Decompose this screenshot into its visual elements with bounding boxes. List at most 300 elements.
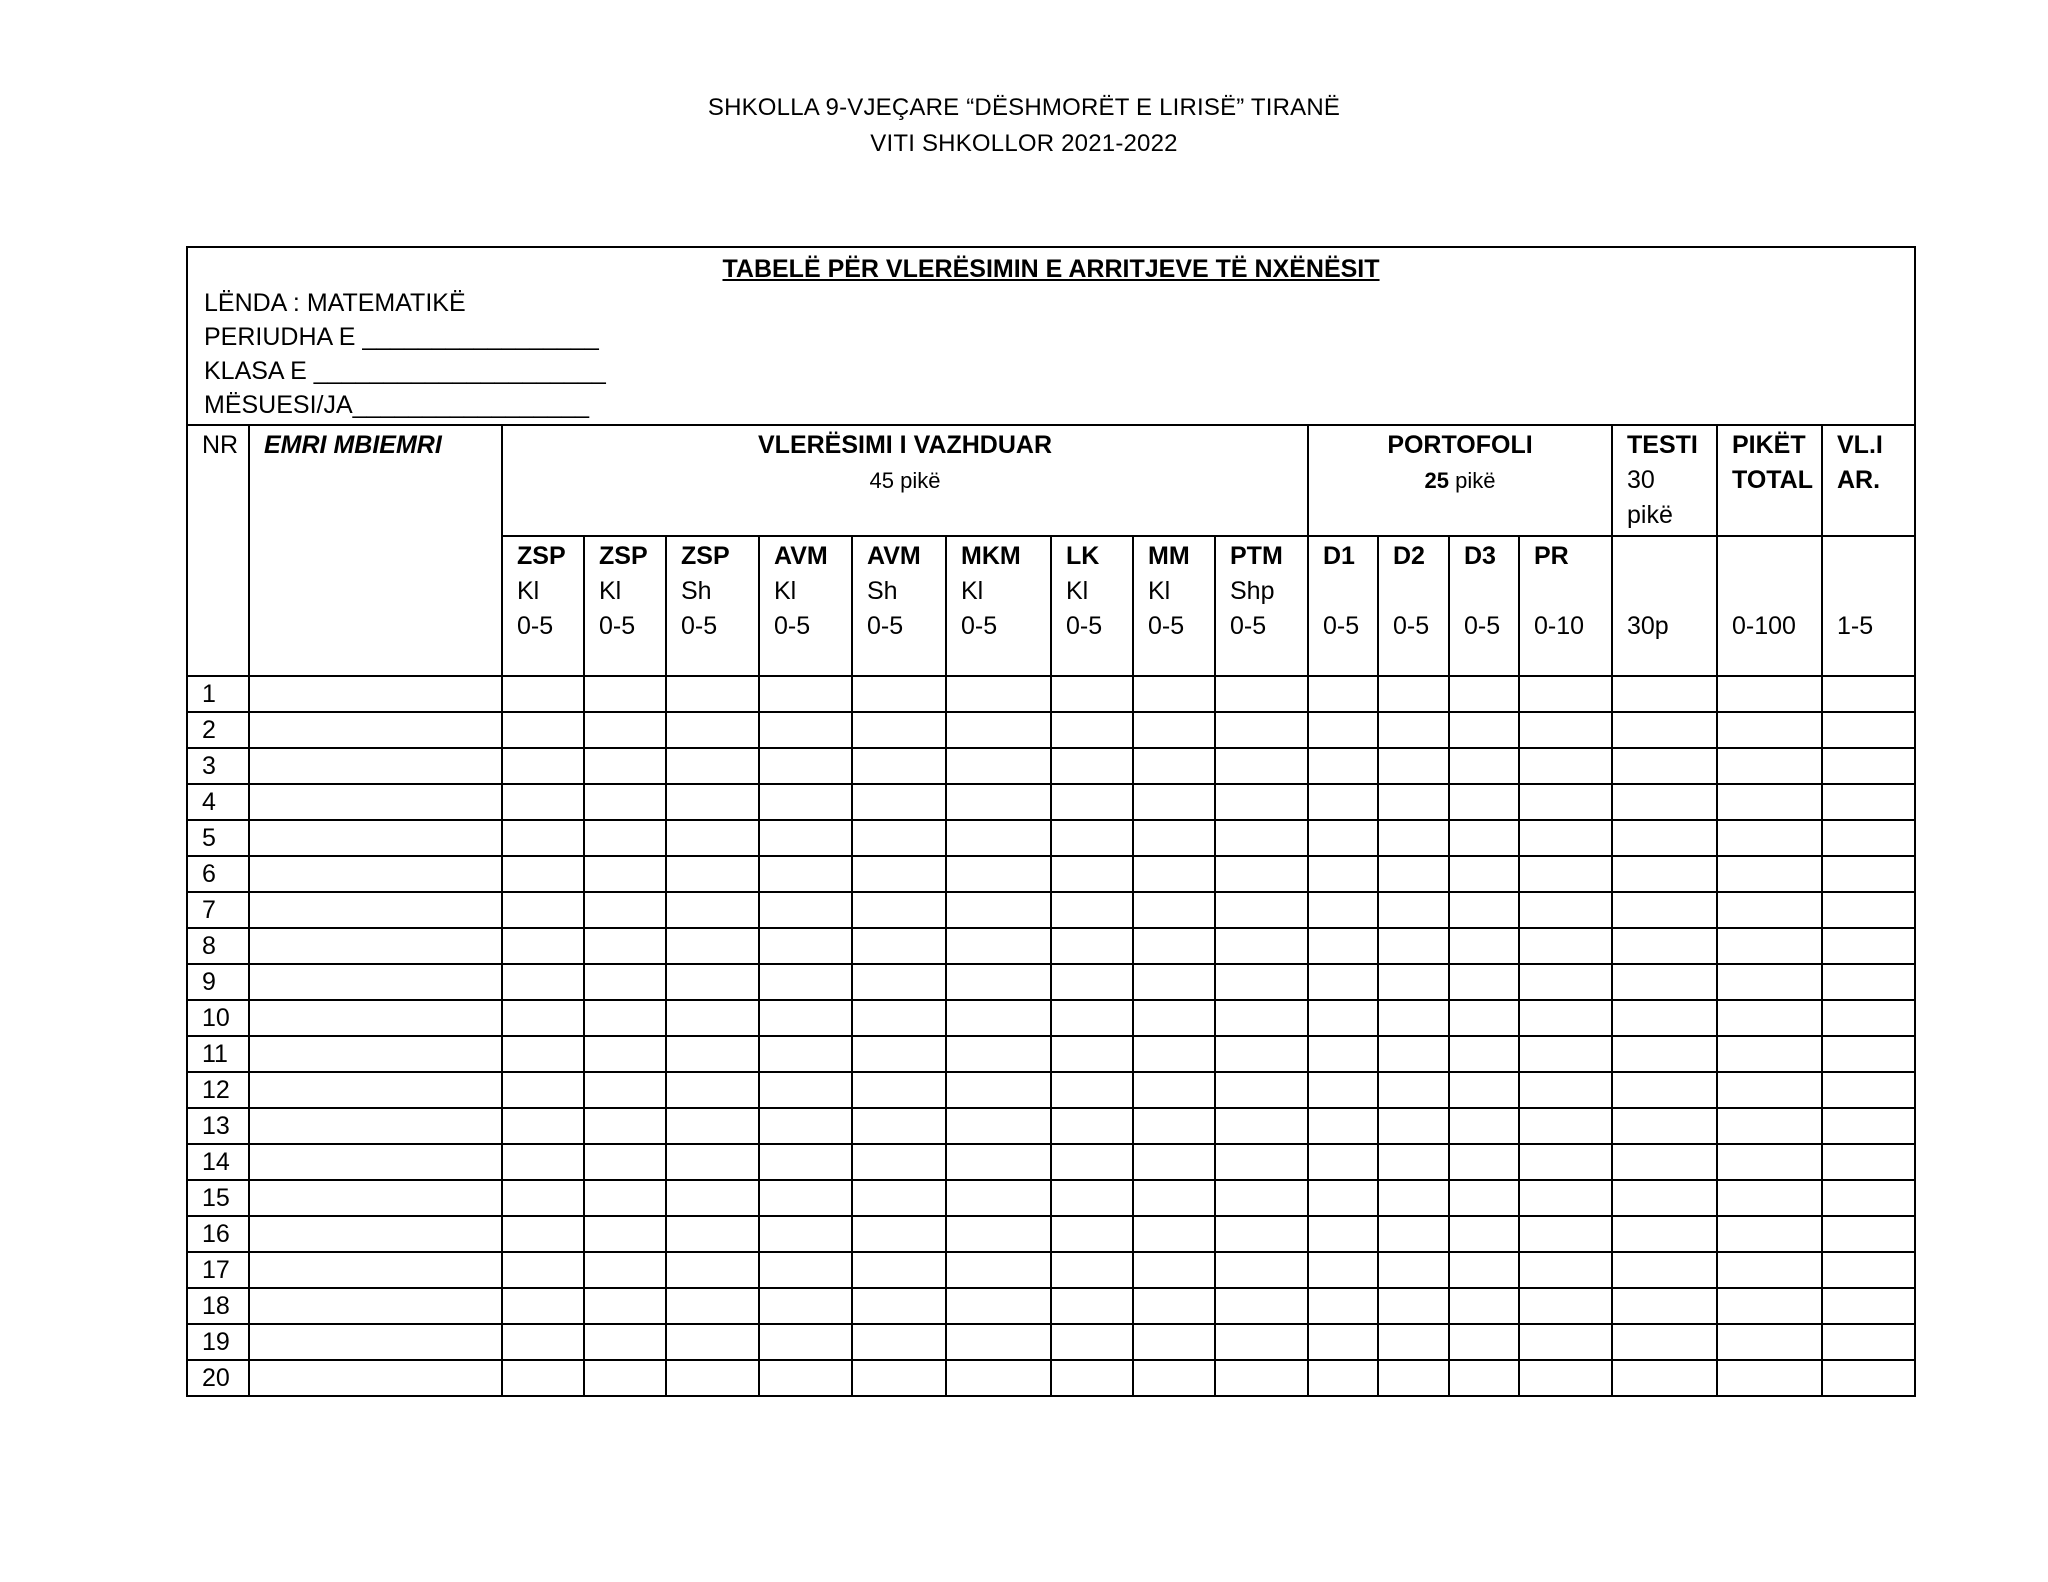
score-cell[interactable] [759,964,852,1000]
score-cell[interactable] [666,892,759,928]
score-cell[interactable] [1612,748,1717,784]
score-cell[interactable] [1822,748,1915,784]
score-cell[interactable] [1519,1180,1612,1216]
score-cell[interactable] [946,712,1051,748]
score-cell[interactable] [1133,892,1215,928]
score-cell[interactable] [1308,784,1378,820]
score-cell[interactable] [1612,1108,1717,1144]
score-cell[interactable] [1519,964,1612,1000]
score-cell[interactable] [1133,784,1215,820]
score-cell[interactable] [1308,1072,1378,1108]
score-cell[interactable] [502,1000,584,1036]
score-cell[interactable] [584,712,666,748]
score-cell[interactable] [1378,1216,1449,1252]
score-cell[interactable] [1519,1108,1612,1144]
score-cell[interactable] [1822,928,1915,964]
score-cell[interactable] [1449,784,1519,820]
score-cell[interactable] [1133,1360,1215,1396]
score-cell[interactable] [666,748,759,784]
score-cell[interactable] [584,1000,666,1036]
score-cell[interactable] [1822,1144,1915,1180]
score-cell[interactable] [1612,784,1717,820]
score-cell[interactable] [1378,964,1449,1000]
score-cell[interactable] [1519,856,1612,892]
score-cell[interactable] [1717,784,1822,820]
score-cell[interactable] [946,1072,1051,1108]
score-cell[interactable] [1051,964,1133,1000]
score-cell[interactable] [1215,712,1308,748]
score-cell[interactable] [666,928,759,964]
score-cell[interactable] [666,1072,759,1108]
score-cell[interactable] [759,1000,852,1036]
score-cell[interactable] [1717,1360,1822,1396]
student-name-cell[interactable] [249,1252,502,1288]
score-cell[interactable] [759,1360,852,1396]
score-cell[interactable] [1449,1288,1519,1324]
score-cell[interactable] [1378,1144,1449,1180]
score-cell[interactable] [852,712,946,748]
score-cell[interactable] [1822,1000,1915,1036]
score-cell[interactable] [1133,676,1215,712]
student-name-cell[interactable] [249,892,502,928]
score-cell[interactable] [1133,1036,1215,1072]
score-cell[interactable] [1519,1324,1612,1360]
score-cell[interactable] [1133,1072,1215,1108]
score-cell[interactable] [946,1108,1051,1144]
score-cell[interactable] [584,820,666,856]
score-cell[interactable] [1378,1036,1449,1072]
student-name-cell[interactable] [249,820,502,856]
score-cell[interactable] [502,820,584,856]
score-cell[interactable] [946,676,1051,712]
score-cell[interactable] [1133,1000,1215,1036]
score-cell[interactable] [1051,1144,1133,1180]
score-cell[interactable] [584,1108,666,1144]
student-name-cell[interactable] [249,1324,502,1360]
score-cell[interactable] [1215,748,1308,784]
score-cell[interactable] [1822,784,1915,820]
score-cell[interactable] [502,1252,584,1288]
score-cell[interactable] [852,676,946,712]
score-cell[interactable] [1717,1288,1822,1324]
score-cell[interactable] [584,676,666,712]
score-cell[interactable] [1051,1216,1133,1252]
score-cell[interactable] [584,1288,666,1324]
score-cell[interactable] [759,1072,852,1108]
score-cell[interactable] [1822,1108,1915,1144]
score-cell[interactable] [584,1144,666,1180]
score-cell[interactable] [1612,1036,1717,1072]
score-cell[interactable] [584,1036,666,1072]
score-cell[interactable] [1133,964,1215,1000]
score-cell[interactable] [1051,892,1133,928]
score-cell[interactable] [1717,856,1822,892]
score-cell[interactable] [759,820,852,856]
score-cell[interactable] [1822,964,1915,1000]
score-cell[interactable] [1612,1144,1717,1180]
score-cell[interactable] [502,1072,584,1108]
score-cell[interactable] [852,1036,946,1072]
score-cell[interactable] [946,1360,1051,1396]
student-name-cell[interactable] [249,712,502,748]
score-cell[interactable] [666,676,759,712]
score-cell[interactable] [1449,1216,1519,1252]
score-cell[interactable] [1612,1252,1717,1288]
student-name-cell[interactable] [249,1072,502,1108]
score-cell[interactable] [852,1144,946,1180]
score-cell[interactable] [1519,1000,1612,1036]
score-cell[interactable] [1378,1360,1449,1396]
student-name-cell[interactable] [249,748,502,784]
score-cell[interactable] [1215,1216,1308,1252]
score-cell[interactable] [1133,1108,1215,1144]
score-cell[interactable] [759,676,852,712]
score-cell[interactable] [1822,1072,1915,1108]
score-cell[interactable] [1378,1180,1449,1216]
score-cell[interactable] [1215,1288,1308,1324]
score-cell[interactable] [759,856,852,892]
score-cell[interactable] [1133,1324,1215,1360]
score-cell[interactable] [1449,1000,1519,1036]
score-cell[interactable] [1133,1144,1215,1180]
score-cell[interactable] [666,1180,759,1216]
score-cell[interactable] [666,1216,759,1252]
score-cell[interactable] [946,1036,1051,1072]
score-cell[interactable] [852,1072,946,1108]
score-cell[interactable] [1308,856,1378,892]
score-cell[interactable] [1519,712,1612,748]
score-cell[interactable] [1449,1360,1519,1396]
score-cell[interactable] [666,1288,759,1324]
score-cell[interactable] [584,1360,666,1396]
score-cell[interactable] [502,964,584,1000]
score-cell[interactable] [759,748,852,784]
score-cell[interactable] [1612,1216,1717,1252]
score-cell[interactable] [1308,748,1378,784]
score-cell[interactable] [1378,820,1449,856]
score-cell[interactable] [1519,1360,1612,1396]
score-cell[interactable] [1449,676,1519,712]
score-cell[interactable] [946,748,1051,784]
student-name-cell[interactable] [249,676,502,712]
score-cell[interactable] [852,1324,946,1360]
score-cell[interactable] [666,820,759,856]
score-cell[interactable] [666,1000,759,1036]
score-cell[interactable] [1051,820,1133,856]
score-cell[interactable] [1717,1216,1822,1252]
score-cell[interactable] [759,928,852,964]
score-cell[interactable] [502,676,584,712]
score-cell[interactable] [1612,964,1717,1000]
score-cell[interactable] [759,1180,852,1216]
score-cell[interactable] [1308,676,1378,712]
score-cell[interactable] [1717,712,1822,748]
score-cell[interactable] [946,892,1051,928]
score-cell[interactable] [1378,928,1449,964]
score-cell[interactable] [1308,1288,1378,1324]
score-cell[interactable] [946,1252,1051,1288]
score-cell[interactable] [759,892,852,928]
score-cell[interactable] [1378,1252,1449,1288]
score-cell[interactable] [1133,820,1215,856]
score-cell[interactable] [1717,676,1822,712]
score-cell[interactable] [1378,856,1449,892]
score-cell[interactable] [1822,1180,1915,1216]
score-cell[interactable] [1717,1180,1822,1216]
score-cell[interactable] [1051,712,1133,748]
score-cell[interactable] [1378,748,1449,784]
score-cell[interactable] [584,892,666,928]
score-cell[interactable] [946,784,1051,820]
score-cell[interactable] [759,784,852,820]
score-cell[interactable] [1051,1000,1133,1036]
student-name-cell[interactable] [249,1108,502,1144]
score-cell[interactable] [1308,1000,1378,1036]
score-cell[interactable] [1519,1216,1612,1252]
score-cell[interactable] [946,1216,1051,1252]
score-cell[interactable] [1308,928,1378,964]
score-cell[interactable] [1449,928,1519,964]
score-cell[interactable] [1822,1036,1915,1072]
score-cell[interactable] [1449,1252,1519,1288]
score-cell[interactable] [584,1216,666,1252]
score-cell[interactable] [1717,1324,1822,1360]
score-cell[interactable] [1051,676,1133,712]
score-cell[interactable] [852,856,946,892]
score-cell[interactable] [502,1108,584,1144]
score-cell[interactable] [502,1036,584,1072]
score-cell[interactable] [1378,1000,1449,1036]
score-cell[interactable] [502,1360,584,1396]
score-cell[interactable] [1612,676,1717,712]
score-cell[interactable] [1215,820,1308,856]
score-cell[interactable] [946,1180,1051,1216]
score-cell[interactable] [666,1324,759,1360]
score-cell[interactable] [1051,856,1133,892]
score-cell[interactable] [1133,1252,1215,1288]
student-name-cell[interactable] [249,1360,502,1396]
score-cell[interactable] [1308,1180,1378,1216]
score-cell[interactable] [666,1360,759,1396]
score-cell[interactable] [1378,892,1449,928]
teacher-field[interactable]: MËSUESI/JA_________________ [204,391,590,419]
score-cell[interactable] [502,1288,584,1324]
score-cell[interactable] [1449,1036,1519,1072]
score-cell[interactable] [852,964,946,1000]
score-cell[interactable] [1215,1180,1308,1216]
score-cell[interactable] [1378,1324,1449,1360]
score-cell[interactable] [1519,1288,1612,1324]
student-name-cell[interactable] [249,1180,502,1216]
score-cell[interactable] [1449,1180,1519,1216]
score-cell[interactable] [502,1144,584,1180]
score-cell[interactable] [1822,1324,1915,1360]
score-cell[interactable] [1717,892,1822,928]
score-cell[interactable] [1215,784,1308,820]
score-cell[interactable] [666,856,759,892]
score-cell[interactable] [1378,784,1449,820]
score-cell[interactable] [946,820,1051,856]
score-cell[interactable] [1822,820,1915,856]
period-field[interactable]: PERIUDHA E _________________ [204,323,599,351]
score-cell[interactable] [759,1144,852,1180]
score-cell[interactable] [502,1216,584,1252]
score-cell[interactable] [502,1180,584,1216]
score-cell[interactable] [1612,1000,1717,1036]
score-cell[interactable] [852,1000,946,1036]
score-cell[interactable] [1215,1036,1308,1072]
score-cell[interactable] [1822,892,1915,928]
student-name-cell[interactable] [249,1216,502,1252]
score-cell[interactable] [1051,1288,1133,1324]
score-cell[interactable] [1308,1252,1378,1288]
score-cell[interactable] [1717,928,1822,964]
score-cell[interactable] [502,1324,584,1360]
score-cell[interactable] [502,784,584,820]
score-cell[interactable] [1612,1072,1717,1108]
score-cell[interactable] [852,820,946,856]
score-cell[interactable] [1215,856,1308,892]
score-cell[interactable] [946,964,1051,1000]
score-cell[interactable] [502,748,584,784]
score-cell[interactable] [1215,1000,1308,1036]
score-cell[interactable] [1308,820,1378,856]
class-field[interactable]: KLASA E _____________________ [204,357,606,385]
score-cell[interactable] [946,1000,1051,1036]
score-cell[interactable] [1215,1108,1308,1144]
score-cell[interactable] [1519,820,1612,856]
student-name-cell[interactable] [249,1000,502,1036]
score-cell[interactable] [1133,1180,1215,1216]
student-name-cell[interactable] [249,1144,502,1180]
score-cell[interactable] [1308,964,1378,1000]
score-cell[interactable] [1717,1000,1822,1036]
score-cell[interactable] [1378,1288,1449,1324]
score-cell[interactable] [1378,712,1449,748]
score-cell[interactable] [1519,748,1612,784]
score-cell[interactable] [852,1288,946,1324]
student-name-cell[interactable] [249,784,502,820]
score-cell[interactable] [1051,1360,1133,1396]
score-cell[interactable] [1308,1324,1378,1360]
score-cell[interactable] [1449,820,1519,856]
score-cell[interactable] [584,748,666,784]
score-cell[interactable] [1822,712,1915,748]
score-cell[interactable] [1519,928,1612,964]
score-cell[interactable] [666,1252,759,1288]
score-cell[interactable] [584,784,666,820]
score-cell[interactable] [584,1180,666,1216]
score-cell[interactable] [852,1216,946,1252]
score-cell[interactable] [759,1252,852,1288]
score-cell[interactable] [502,856,584,892]
score-cell[interactable] [1822,1216,1915,1252]
score-cell[interactable] [852,892,946,928]
score-cell[interactable] [1717,1072,1822,1108]
score-cell[interactable] [1051,748,1133,784]
score-cell[interactable] [759,712,852,748]
score-cell[interactable] [1519,1036,1612,1072]
score-cell[interactable] [666,1144,759,1180]
score-cell[interactable] [1612,1324,1717,1360]
score-cell[interactable] [666,1036,759,1072]
score-cell[interactable] [946,1288,1051,1324]
score-cell[interactable] [759,1324,852,1360]
score-cell[interactable] [1133,1288,1215,1324]
score-cell[interactable] [946,928,1051,964]
score-cell[interactable] [1822,1288,1915,1324]
score-cell[interactable] [1133,928,1215,964]
score-cell[interactable] [1215,928,1308,964]
score-cell[interactable] [1308,1216,1378,1252]
score-cell[interactable] [584,964,666,1000]
score-cell[interactable] [1519,892,1612,928]
score-cell[interactable] [502,892,584,928]
score-cell[interactable] [1449,856,1519,892]
score-cell[interactable] [946,1324,1051,1360]
score-cell[interactable] [1051,784,1133,820]
score-cell[interactable] [1449,1324,1519,1360]
score-cell[interactable] [584,1072,666,1108]
score-cell[interactable] [1051,1324,1133,1360]
score-cell[interactable] [666,712,759,748]
score-cell[interactable] [1133,712,1215,748]
score-cell[interactable] [1519,676,1612,712]
score-cell[interactable] [1612,1288,1717,1324]
score-cell[interactable] [1051,1072,1133,1108]
score-cell[interactable] [1215,1324,1308,1360]
score-cell[interactable] [1449,964,1519,1000]
score-cell[interactable] [759,1036,852,1072]
score-cell[interactable] [1822,1360,1915,1396]
score-cell[interactable] [1449,1108,1519,1144]
score-cell[interactable] [1308,892,1378,928]
score-cell[interactable] [1215,892,1308,928]
score-cell[interactable] [852,1180,946,1216]
score-cell[interactable] [1051,1252,1133,1288]
score-cell[interactable] [852,748,946,784]
score-cell[interactable] [1215,1072,1308,1108]
score-cell[interactable] [759,1108,852,1144]
score-cell[interactable] [852,928,946,964]
score-cell[interactable] [1612,712,1717,748]
score-cell[interactable] [1051,1036,1133,1072]
score-cell[interactable] [1133,1216,1215,1252]
score-cell[interactable] [1717,1108,1822,1144]
score-cell[interactable] [852,1360,946,1396]
score-cell[interactable] [1612,856,1717,892]
score-cell[interactable] [1717,964,1822,1000]
score-cell[interactable] [1612,820,1717,856]
score-cell[interactable] [946,856,1051,892]
score-cell[interactable] [502,928,584,964]
score-cell[interactable] [1519,1252,1612,1288]
score-cell[interactable] [1215,1360,1308,1396]
score-cell[interactable] [1822,1252,1915,1288]
score-cell[interactable] [1215,1252,1308,1288]
score-cell[interactable] [1051,1180,1133,1216]
score-cell[interactable] [1519,1072,1612,1108]
student-name-cell[interactable] [249,964,502,1000]
score-cell[interactable] [1717,748,1822,784]
score-cell[interactable] [502,712,584,748]
student-name-cell[interactable] [249,928,502,964]
score-cell[interactable] [584,856,666,892]
score-cell[interactable] [1308,1036,1378,1072]
score-cell[interactable] [1308,1108,1378,1144]
score-cell[interactable] [1612,928,1717,964]
score-cell[interactable] [1133,748,1215,784]
